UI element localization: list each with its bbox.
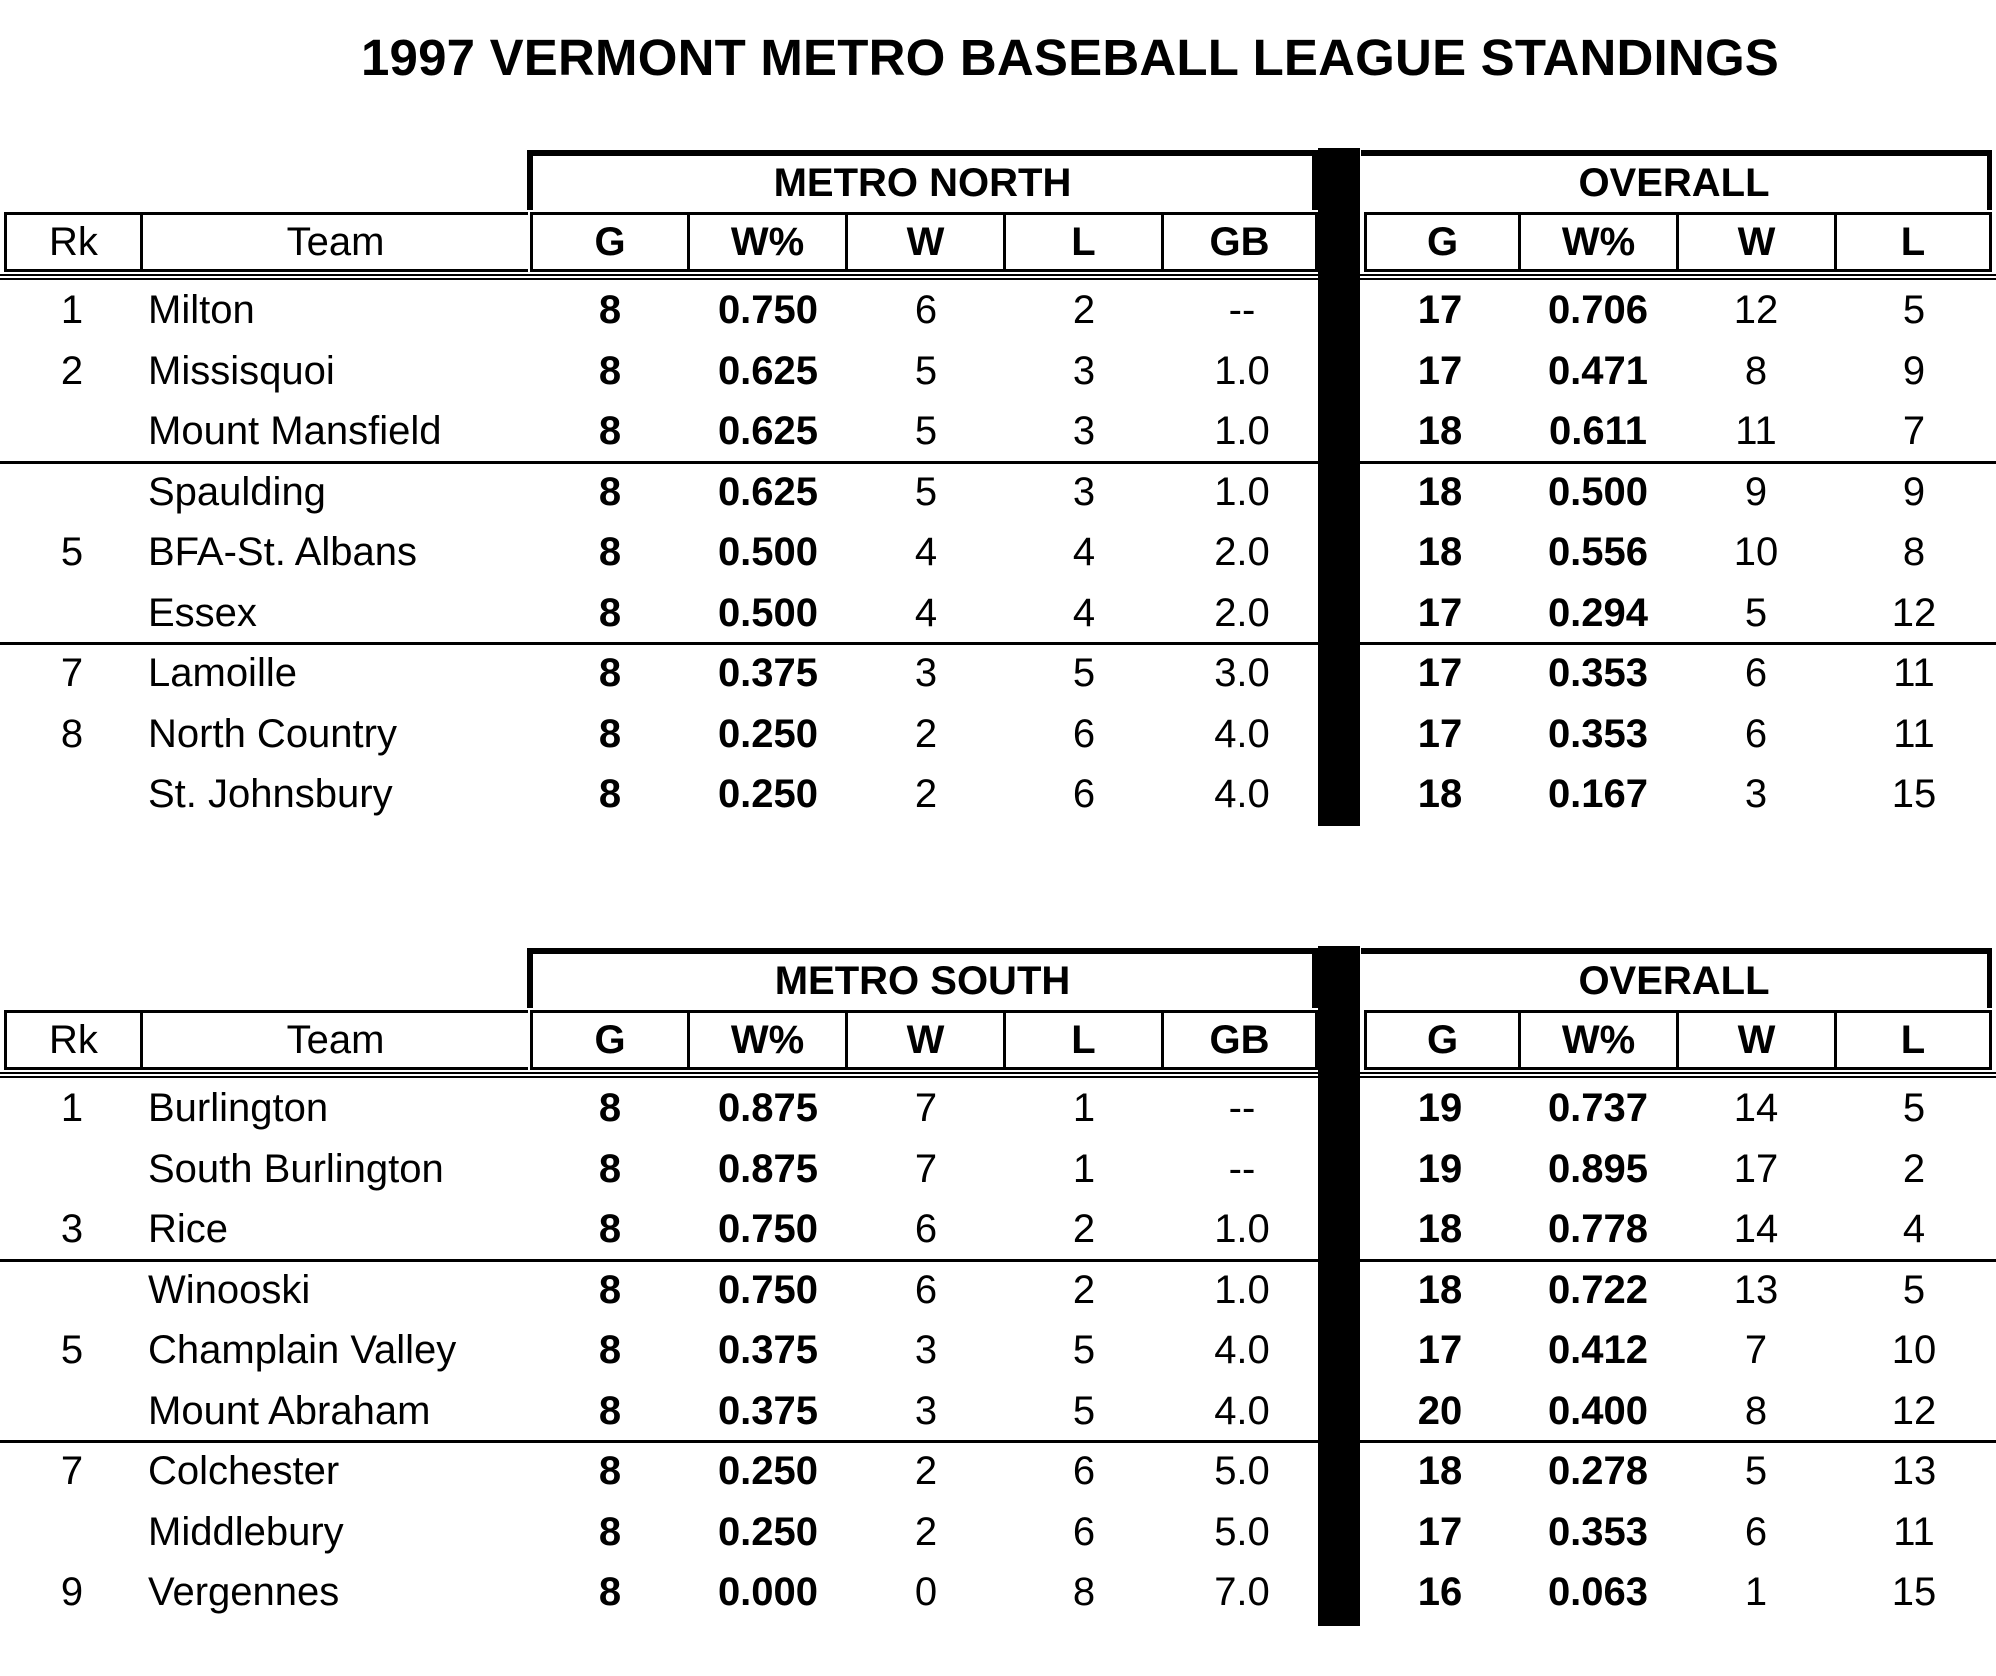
cell-owp: 0.353 [1547, 1509, 1649, 1554]
cell-w: 3 [914, 651, 938, 695]
cell-l: 1 [1072, 1146, 1096, 1191]
cell-ol: 8 [1902, 530, 1926, 574]
cell-l: 6 [1072, 1509, 1096, 1554]
cell-l: 6 [1072, 711, 1096, 756]
cell-rk [0, 1385, 144, 1437]
cell-ol: 11 [1893, 711, 1935, 756]
column-header-l: L [1003, 212, 1161, 272]
cell-og: 20 [1417, 1388, 1463, 1433]
cell-gb: 5.0 [1214, 1509, 1270, 1554]
cell-ol: 5 [1902, 288, 1926, 332]
column-header-ol: L [1834, 1010, 1992, 1070]
cell-wp: 0.250 [717, 772, 819, 816]
cell-w: 3 [914, 1328, 938, 1372]
cell-l: 5 [1072, 1388, 1096, 1433]
table-row [0, 401, 1996, 461]
cell-rk: 7 [60, 1449, 84, 1493]
cell-wp: 0.500 [717, 590, 819, 635]
column-header-og: G [1364, 1010, 1518, 1070]
division-header: METRO SOUTH [527, 948, 1318, 1008]
cell-team: Mount Mansfield [148, 409, 442, 453]
page-title: 1997 VERMONT METRO BASEBALL LEAGUE STANDINGS [360, 29, 1780, 86]
cell-w: 7 [914, 1146, 938, 1191]
cell-ow: 11 [1735, 409, 1777, 453]
cell-owp: 0.895 [1547, 1146, 1649, 1191]
cell-og: 16 [1417, 1570, 1463, 1614]
cell-rk: 1 [60, 1086, 84, 1130]
cell-gb: 1.0 [1214, 409, 1270, 453]
table-row [0, 583, 1996, 643]
cell-team: Champlain Valley [148, 1328, 457, 1372]
cell-gb: 1.0 [1214, 348, 1270, 393]
cell-ow: 5 [1744, 1449, 1768, 1493]
table-row [0, 462, 1996, 522]
table-row [0, 280, 1996, 340]
cell-wp: 0.625 [717, 469, 819, 514]
cell-rk: 5 [60, 1328, 84, 1372]
header-rule [0, 274, 1996, 280]
cell-w: 5 [914, 469, 938, 514]
cell-ow: 14 [1733, 1086, 1779, 1130]
cell-ow: 5 [1744, 590, 1768, 635]
header-rule [0, 1072, 1996, 1078]
cell-wp: 0.750 [717, 1267, 819, 1312]
cell-owp: 0.722 [1547, 1267, 1649, 1312]
cell-ow: 1 [1744, 1570, 1768, 1614]
column-header-g: G [530, 1010, 687, 1070]
cell-owp: 0.412 [1547, 1328, 1649, 1372]
table-row [0, 1078, 1996, 1138]
column-header-rk: Rk [4, 212, 140, 272]
cell-owp: 0.294 [1547, 590, 1649, 635]
overall-header: OVERALL [1361, 150, 1992, 210]
cell-wp: 0.250 [717, 1509, 819, 1554]
cell-ol: 10 [1891, 1328, 1937, 1372]
cell-gb: 3.0 [1214, 651, 1270, 695]
cell-w: 2 [914, 711, 938, 756]
column-header-ow: W [1676, 1010, 1834, 1070]
cell-og: 17 [1417, 288, 1463, 332]
cell-team: Vergennes [148, 1570, 340, 1614]
cell-ol: 12 [1891, 1388, 1937, 1433]
column-header-gb: GB [1161, 1010, 1318, 1070]
cell-g: 8 [598, 348, 622, 393]
column-header-wp: W% [687, 1010, 845, 1070]
cell-w: 6 [914, 1207, 938, 1251]
cell-ow: 6 [1744, 651, 1768, 695]
cell-og: 18 [1417, 409, 1463, 453]
cell-owp: 0.063 [1547, 1570, 1649, 1614]
cell-og: 18 [1417, 530, 1463, 574]
cell-og: 18 [1417, 1207, 1463, 1251]
cell-gb: 4.0 [1214, 1388, 1270, 1433]
cell-gb: 4.0 [1214, 772, 1270, 816]
cell-g: 8 [598, 590, 622, 635]
cell-og: 19 [1417, 1146, 1463, 1191]
cell-wp: 0.375 [717, 1388, 819, 1433]
overall-header: OVERALL [1361, 948, 1992, 1008]
cell-owp: 0.556 [1547, 530, 1649, 574]
cell-ow: 17 [1733, 1146, 1779, 1191]
cell-og: 17 [1417, 590, 1463, 635]
cell-team: North Country [148, 711, 397, 756]
cell-team: Missisquoi [148, 348, 335, 393]
cell-rk: 5 [60, 530, 84, 574]
cell-gb: -- [1228, 1146, 1256, 1191]
cell-ol: 9 [1902, 348, 1926, 393]
column-header-ow: W [1676, 212, 1834, 272]
cell-ow: 8 [1744, 348, 1768, 393]
cell-og: 17 [1417, 651, 1463, 695]
cell-rk [0, 1506, 144, 1558]
column-header-g: G [530, 212, 687, 272]
cell-ow: 13 [1733, 1267, 1779, 1312]
cell-w: 5 [914, 409, 938, 453]
cell-w: 0 [914, 1570, 938, 1614]
cell-wp: 0.500 [717, 530, 819, 574]
cell-team: Burlington [148, 1086, 329, 1130]
cell-g: 8 [598, 711, 622, 756]
cell-w: 5 [914, 348, 938, 393]
cell-og: 17 [1417, 1328, 1463, 1372]
cell-team: Colchester [148, 1449, 340, 1493]
cell-og: 18 [1417, 1267, 1463, 1312]
cell-team: Rice [148, 1207, 229, 1251]
cell-l: 2 [1072, 288, 1096, 332]
cell-owp: 0.400 [1547, 1388, 1649, 1433]
cell-w: 4 [914, 530, 938, 574]
cell-w: 2 [914, 1449, 938, 1493]
cell-w: 2 [914, 772, 938, 816]
cell-gb: 7.0 [1214, 1570, 1270, 1614]
cell-rk [0, 1143, 144, 1195]
cell-rk [0, 768, 144, 820]
cell-og: 17 [1417, 348, 1463, 393]
cell-team: Spaulding [148, 469, 326, 514]
cell-g: 8 [598, 1267, 622, 1312]
table-row [0, 1441, 1996, 1501]
cell-g: 8 [598, 1509, 622, 1554]
cell-wp: 0.875 [717, 1086, 819, 1130]
cell-rk: 2 [60, 348, 84, 393]
column-header-row [0, 1010, 1996, 1070]
cell-ow: 6 [1744, 711, 1768, 756]
cell-l: 3 [1072, 348, 1096, 393]
cell-gb: 4.0 [1214, 1328, 1270, 1372]
cell-ol: 11 [1893, 1509, 1935, 1554]
cell-g: 8 [598, 469, 622, 514]
cell-gb: -- [1228, 1086, 1256, 1130]
table-row [0, 341, 1996, 401]
cell-w: 3 [914, 1388, 938, 1433]
cell-ol: 11 [1893, 651, 1935, 695]
cell-team: Milton [148, 288, 255, 332]
cell-gb: 5.0 [1214, 1449, 1270, 1493]
column-header-w: W [845, 212, 1003, 272]
cell-g: 8 [598, 530, 622, 574]
division-header: METRO NORTH [527, 150, 1318, 210]
cell-l: 6 [1072, 772, 1096, 816]
column-header-owp: W% [1518, 1010, 1676, 1070]
table-row [0, 643, 1996, 703]
cell-ow: 7 [1744, 1328, 1768, 1372]
cell-ol: 5 [1902, 1086, 1926, 1130]
column-header-l: L [1003, 1010, 1161, 1070]
cell-g: 8 [598, 1570, 622, 1614]
cell-rk [0, 1264, 144, 1316]
cell-w: 6 [914, 1267, 938, 1312]
cell-team: BFA-St. Albans [148, 530, 418, 574]
cell-l: 1 [1072, 1086, 1096, 1130]
cell-gb: 1.0 [1214, 469, 1270, 514]
cell-l: 4 [1072, 530, 1096, 574]
cell-wp: 0.000 [717, 1570, 819, 1614]
column-header-owp: W% [1518, 212, 1676, 272]
cell-rk [0, 405, 144, 457]
cell-rk: 3 [60, 1207, 84, 1251]
cell-team: Mount Abraham [148, 1388, 431, 1433]
cell-team: South Burlington [148, 1146, 444, 1191]
cell-l: 2 [1072, 1207, 1096, 1251]
cell-gb: 4.0 [1214, 711, 1270, 756]
cell-ol: 15 [1891, 772, 1937, 816]
cell-team: Essex [148, 590, 257, 635]
cell-gb: 2.0 [1214, 530, 1270, 574]
table-row [0, 1381, 1996, 1441]
column-header-team: Team [140, 212, 528, 272]
cell-rk: 7 [60, 651, 84, 695]
cell-ol: 4 [1902, 1207, 1926, 1251]
cell-wp: 0.750 [717, 288, 819, 332]
cell-ow: 3 [1744, 772, 1768, 816]
cell-w: 7 [914, 1086, 938, 1130]
cell-gb: 2.0 [1214, 590, 1270, 635]
cell-owp: 0.611 [1549, 409, 1647, 453]
cell-gb: 1.0 [1214, 1267, 1270, 1312]
column-header-gb: GB [1161, 212, 1318, 272]
cell-l: 2 [1072, 1267, 1096, 1312]
cell-wp: 0.375 [717, 651, 819, 695]
cell-owp: 0.278 [1547, 1449, 1649, 1493]
cell-l: 5 [1072, 651, 1096, 695]
cell-l: 5 [1072, 1328, 1096, 1372]
cell-owp: 0.500 [1547, 469, 1649, 514]
cell-owp: 0.353 [1547, 711, 1649, 756]
cell-team: Winooski [148, 1267, 311, 1312]
table-row [0, 522, 1996, 582]
cell-wp: 0.625 [717, 409, 819, 453]
cell-rk [0, 587, 144, 639]
cell-rk: 1 [60, 288, 84, 332]
cell-owp: 0.353 [1547, 651, 1649, 695]
cell-rk [0, 466, 144, 518]
cell-owp: 0.471 [1547, 348, 1649, 393]
table-row [0, 764, 1996, 824]
cell-gb: -- [1228, 288, 1256, 332]
cell-og: 17 [1417, 711, 1463, 756]
cell-ol: 15 [1891, 1570, 1937, 1614]
cell-team: Middlebury [148, 1509, 344, 1554]
cell-g: 8 [598, 1328, 622, 1372]
cell-rk: 9 [60, 1570, 84, 1614]
cell-ol: 9 [1902, 469, 1926, 514]
cell-owp: 0.706 [1547, 288, 1649, 332]
cell-wp: 0.625 [717, 348, 819, 393]
cell-team: St. Johnsbury [148, 772, 393, 816]
cell-ol: 5 [1902, 1267, 1926, 1312]
cell-wp: 0.875 [717, 1146, 819, 1191]
cell-g: 8 [598, 1449, 622, 1493]
cell-og: 18 [1417, 1449, 1463, 1493]
column-header-w: W [845, 1010, 1003, 1070]
table-row [0, 1139, 1996, 1199]
column-header-wp: W% [687, 212, 845, 272]
cell-g: 8 [598, 409, 622, 453]
cell-og: 18 [1417, 772, 1463, 816]
cell-wp: 0.250 [717, 711, 819, 756]
cell-team: Lamoille [148, 651, 297, 695]
cell-og: 19 [1417, 1086, 1463, 1130]
cell-g: 8 [598, 1207, 622, 1251]
column-header-row [0, 212, 1996, 272]
cell-og: 18 [1417, 469, 1463, 514]
cell-g: 8 [598, 651, 622, 695]
cell-l: 4 [1072, 590, 1096, 635]
cell-g: 8 [598, 1086, 622, 1130]
table-row [0, 1199, 1996, 1259]
cell-owp: 0.737 [1547, 1086, 1649, 1130]
cell-og: 17 [1417, 1509, 1463, 1554]
table-row [0, 1502, 1996, 1562]
section-metro-south [0, 946, 1996, 1676]
cell-ol: 12 [1891, 590, 1937, 635]
cell-wp: 0.250 [717, 1449, 819, 1493]
cell-g: 8 [598, 772, 622, 816]
column-header-rk: Rk [4, 1010, 140, 1070]
column-header-team: Team [140, 1010, 528, 1070]
cell-owp: 0.167 [1547, 772, 1649, 816]
cell-ow: 12 [1733, 288, 1779, 332]
cell-owp: 0.778 [1547, 1207, 1649, 1251]
cell-g: 8 [598, 1388, 622, 1433]
cell-l: 3 [1072, 469, 1096, 514]
cell-ol: 13 [1891, 1449, 1937, 1493]
cell-ow: 14 [1733, 1207, 1779, 1251]
cell-ow: 9 [1744, 469, 1768, 514]
cell-w: 4 [914, 590, 938, 635]
cell-wp: 0.375 [717, 1328, 819, 1372]
cell-wp: 0.750 [717, 1207, 819, 1251]
cell-l: 8 [1072, 1570, 1096, 1614]
cell-ol: 7 [1902, 409, 1926, 453]
table-row [0, 1320, 1996, 1380]
table-row [0, 1260, 1996, 1320]
cell-gb: 1.0 [1214, 1207, 1270, 1251]
table-row [0, 1562, 1996, 1622]
cell-ow: 10 [1733, 530, 1779, 574]
table-row [0, 704, 1996, 764]
column-header-ol: L [1834, 212, 1992, 272]
cell-l: 3 [1072, 409, 1096, 453]
cell-ow: 6 [1744, 1509, 1768, 1554]
cell-g: 8 [598, 1146, 622, 1191]
cell-w: 6 [914, 288, 938, 332]
cell-g: 8 [598, 288, 622, 332]
cell-w: 2 [914, 1509, 938, 1554]
cell-ol: 2 [1902, 1146, 1926, 1191]
cell-rk: 8 [60, 711, 84, 756]
column-header-og: G [1364, 212, 1518, 272]
cell-l: 6 [1072, 1449, 1096, 1493]
cell-ow: 8 [1744, 1388, 1768, 1433]
section-metro-north [0, 148, 1996, 878]
